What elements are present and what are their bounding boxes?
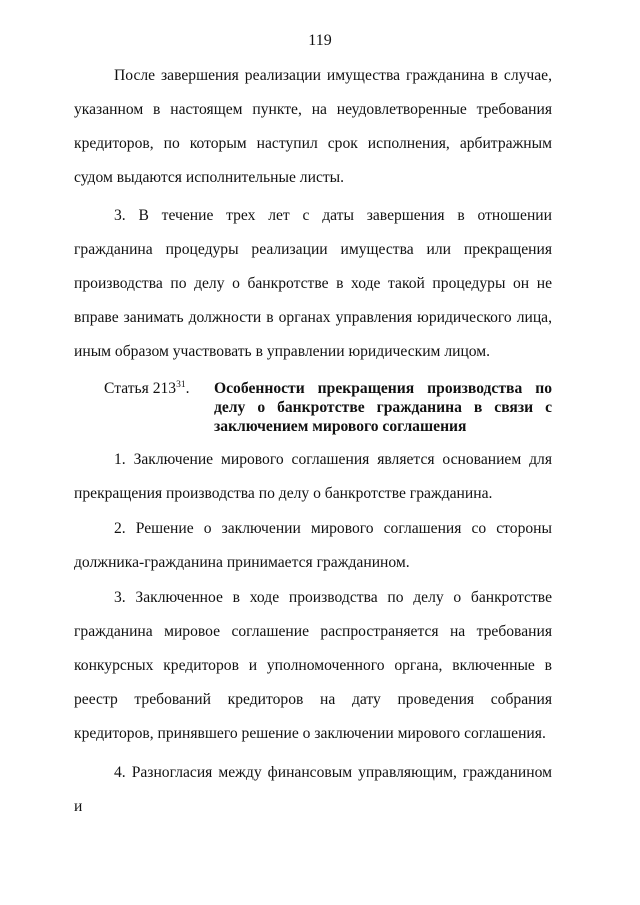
article-paragraph-1: 1. Заключение мирового соглашения является основанием для прекращения производства по делу о банкротстве гражданина. [74, 451, 552, 502]
article-title: Особенности прекращения производства по делу о банкротстве гражданина в связи с заключением мирового соглашения [214, 380, 552, 435]
article-superscript: 31 [176, 380, 186, 390]
page-number: 119 [308, 32, 332, 49]
article-number: Статья $213^{31}$. [104, 380, 190, 397]
paragraph-enforcement-writs: После завершения реализации имущества гражданина в случае, указанном в настоящем пункте, на неудовлетворенные требования кредиторов, по которым наступил срок исполнения, арбитражным судом выдаются исполнительные листы. [74, 67, 552, 186]
article-paragraph-4: 4. Разногласия между финансовым управляющим, гражданином и [74, 764, 552, 815]
article-paragraph-2: 2. Решение о заключении мирового соглашения со стороны должника-гражданина принимается гражданином. [74, 520, 552, 571]
article-paragraph-3: 3. Заключенное в ходе производства по делу о банкротстве гражданина мировое соглашение распространяется на требования конкурсных кредиторов и уполномоченного органа, включенные в реестр требований кредиторов на дату проведения собрания кредиторов, принявшего решение о заключении мирового соглашения. [74, 589, 552, 742]
paragraph-three-year-restriction: 3. В течение трех лет с даты завершения в отношении гражданина процедуры реализации имущества или прекращения производства по делу о банкротстве в ходе такой процедуры он не вправе занимать должности в органах управления юридического лица, иным образом участвовать в управлении юридическим лицом. [74, 207, 552, 360]
